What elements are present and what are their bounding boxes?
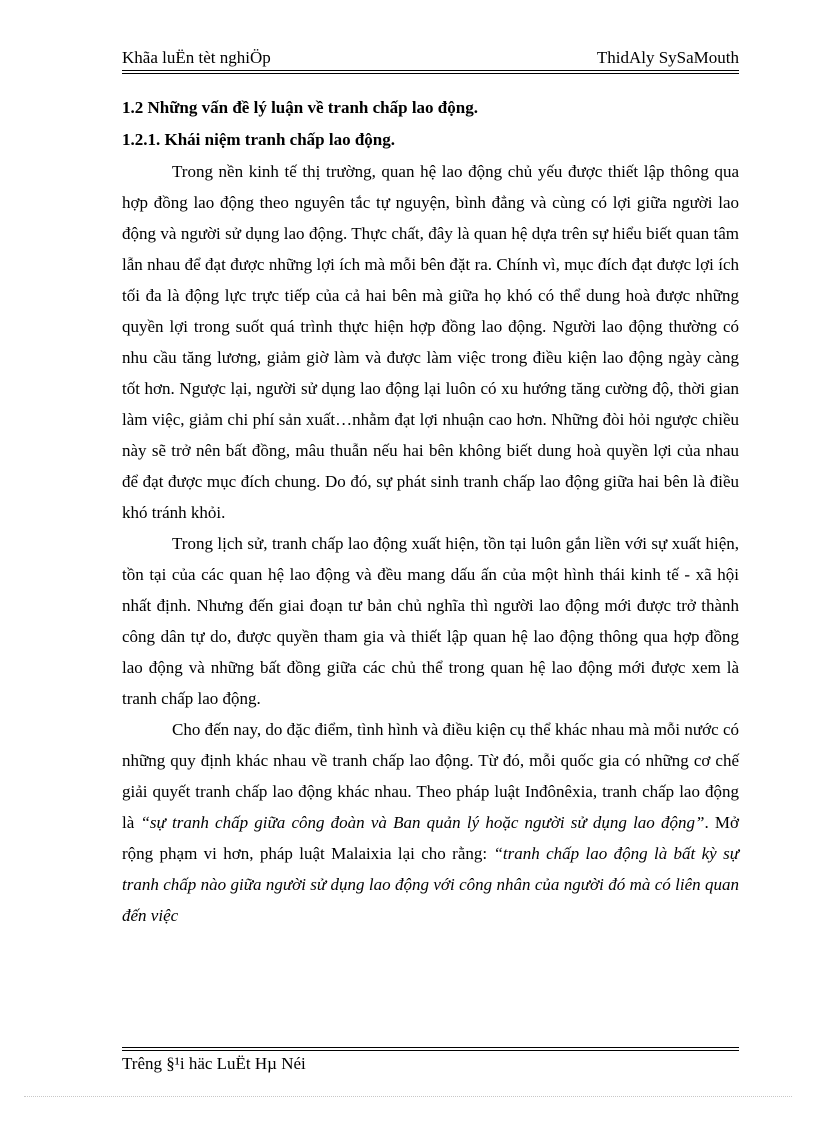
paragraph-3 (122, 714, 739, 931)
document-body (122, 92, 739, 931)
footer-rule (122, 1047, 739, 1048)
page-header (122, 48, 739, 70)
subsection-heading: 1.2.1. Khái niệm tranh chấp lao động. (122, 130, 395, 149)
header-author-name: ThidAly SySaMouth (596, 48, 739, 67)
page-footer: Trêng §¹i häc LuËt Hµ Néi (122, 1054, 306, 1073)
page-bottom-dotted-line (24, 1096, 792, 1097)
header-rule-2 (122, 73, 739, 74)
malaysia-definition-quote: “tranh chấp lao động là bất kỳ sự tranh chấp nào giữa người sử dụng lao động với công nhân của người đó mà có liên quan đến việc (122, 844, 739, 925)
header-thesis-label: Khãa luËn tèt nghiÖp (122, 48, 271, 67)
paragraph-3-text-a: Cho đến nay, do đặc điểm, tình hình và điều kiện cụ thể khác nhau mà mỗi nước có những quy định khác nhau về tranh chấp lao động. Từ đó, mỗi quốc gia có những cơ chế giải quyết tranh chấp lao động khác nhau. Theo pháp luật Inđônêxia, tranh chấp lao động là (122, 720, 739, 832)
section-heading: 1.2 Những vấn đề lý luận về tranh chấp lao động. (122, 98, 478, 117)
paragraph-2: Trong lịch sử, tranh chấp lao động xuất hiện, tồn tại luôn gắn liền với sự xuất hiện, tồn tại của các quan hệ lao động và đều mang dấu ấn của một hình thái kinh tế - xã hội nhất định. Nhưng đến giai đoạn tư bản chủ nghĩa thì người lao động mới được trở thành công dân tự do, được quyền tham gia và thiết lập quan hệ lao động thông qua hợp đồng lao động và những bất đồng giữa các chủ thể trong quan hệ lao động mới được xem là tranh chấp lao động. (122, 534, 739, 708)
paragraph-1: Trong nền kinh tế thị trường, quan hệ lao động chủ yếu được thiết lập thông qua hợp đồng lao động theo nguyên tắc tự nguyện, bình đẳng và cùng có lợi giữa người lao động và người sử dụng lao động. Thực chất, đây là quan hệ dựa trên sự hiểu biết quan tâm lẫn nhau để đạt được những lợi ích mà mỗi bên đặt ra. Chính vì, mục đích đạt được lợi ích tối đa là động lực trực tiếp của cả hai bên mà giữa họ khó có thể dung hoà được những quyền lợi trong suốt quá trình thực hiện hợp đồng lao động. Người lao động thường có nhu cầu tăng lương, giảm giờ làm và được làm việc trong điều kiện lao động ngày càng tốt hơn. Ngược lại, người sử dụng lao động lại luôn có xu hướng tăng cường độ, thời gian làm việc, giảm chi phí sản xuất…nhằm đạt lợi nhuận cao hơn. Những đòi hỏi ngược chiều này sẽ trở nên bất đồng, mâu thuẫn nếu hai bên không biết dung hoà quyền lợi của nhau để đạt được mục đích chung. Do đó, sự phát sinh tranh chấp lao động giữa hai bên là điều khó tránh khỏi. (122, 162, 739, 522)
paragraph-3-text-b: . Mở rộng phạm vi hơn, pháp luật Malaixia lại cho rằng: (122, 813, 739, 863)
footer-rule-2 (122, 1050, 739, 1051)
indonesia-definition-quote: “sự tranh chấp giữa công đoàn và Ban quản lý hoặc người sử dụng lao động” (140, 813, 705, 832)
header-rule (122, 70, 739, 71)
